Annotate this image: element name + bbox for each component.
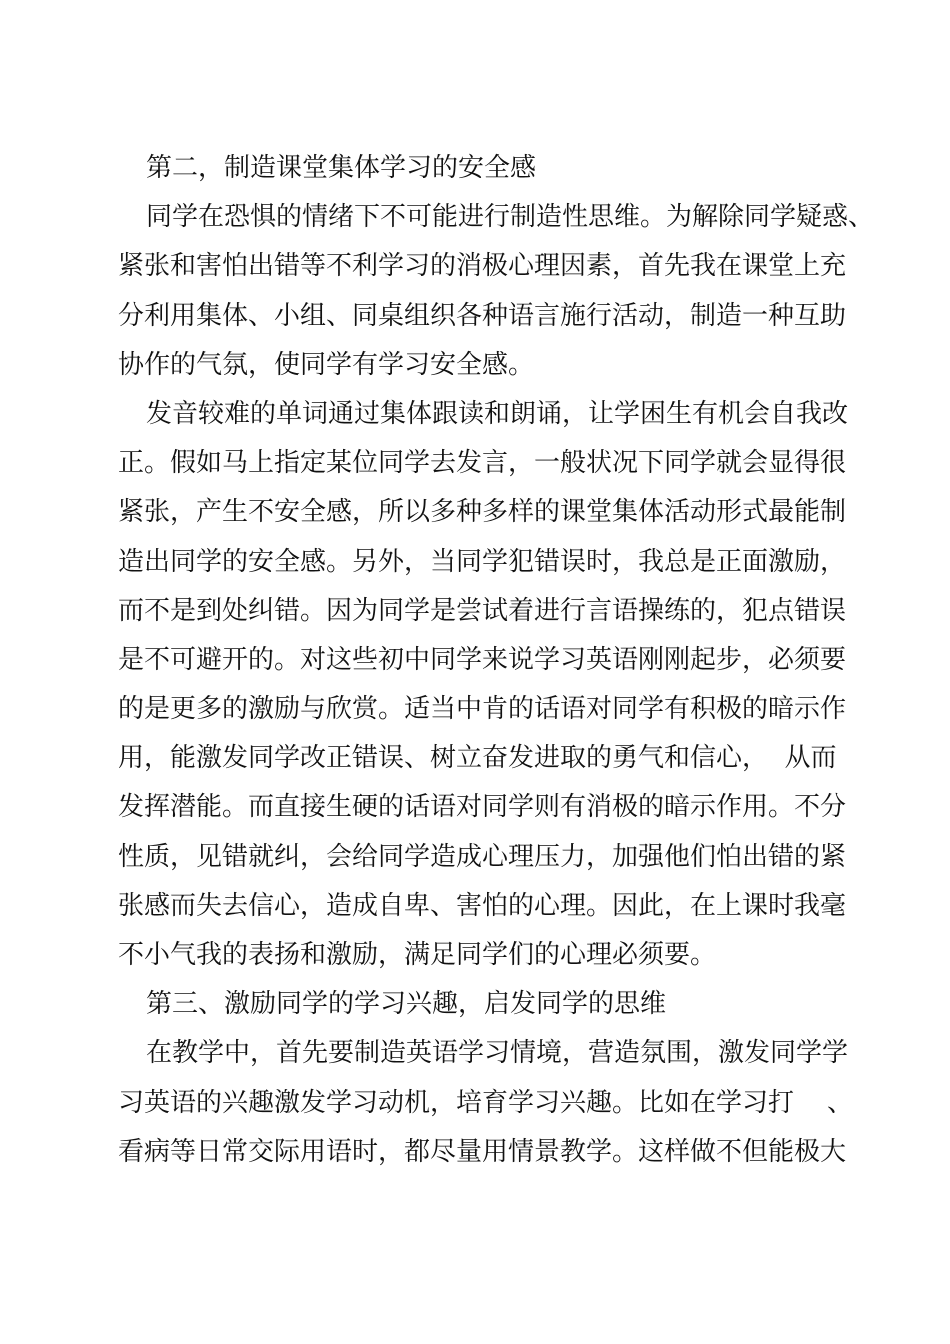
paragraph-line: 看病等日常交际用语时，都尽量用情景教学。这样做不但能极大 [118,1136,847,1167]
paragraph-line: 紧张，产生不安全感，所以多种多样的课堂集体活动形式最能制 [118,497,847,528]
paragraph-line: 张感而失去信心，造成自卑、害怕的心理。因此，在上课时我毫 [118,890,847,921]
paragraph-line: 用，能激发同学改正错误、树立奋发进取的勇气和信心， 从而 [118,743,837,774]
section-heading: 第二，制造课堂集体学习的安全感 [146,153,537,183]
section-heading: 第三、激励同学的学习兴趣，启发同学的思维 [146,989,667,1020]
paragraph-line: 造出同学的安全感。另外，当同学犯错误时，我总是正面激励， [118,546,847,577]
paragraph-line: 发挥潜能。而直接生硬的话语对同学则有消极的暗示作用。不分 [118,792,847,823]
paragraph-line: 而不是到处纠错。因为同学是尝试着进行言语操练的，犯点错误 [118,595,847,626]
paragraph-line: 习英语的兴趣激发学习动机，培育学习兴趣。比如在学习打 、 [118,1087,854,1118]
paragraph-line: 不小气我的表扬和激励，满足同学们的心理必须要。 [118,940,717,970]
paragraph-line: 在教学中，首先要制造英语学习情境，营造氛围，激发同学学 [146,1038,849,1069]
document-body [118,146,875,1179]
paragraph-line: 协作的气氛，使同学有学习安全感。 [118,349,535,380]
paragraph-line: 正。假如马上指定某位同学去发言，一般状况下同学就会显得很 [118,448,847,479]
paragraph-line: 分利用集体、小组、同桌组织各种语言施行活动，制造一种互助 [118,300,847,331]
paragraph-line: 同学在恐惧的情绪下不可能进行制造性思维。为解除同学疑惑、 [146,202,875,233]
paragraph-line: 的是更多的激励与欣赏。适当中肯的话语对同学有积极的暗示作 [118,694,847,725]
paragraph-line: 紧张和害怕出错等不利学习的消极心理因素，首先我在课堂上充 [118,251,847,282]
paragraph-line: 发音较难的单词通过集体跟读和朗诵，让学困生有机会自我改 [146,398,849,429]
paragraph-line: 是不可避开的。对这些初中同学来说学习英语刚刚起步，必须要 [118,644,847,675]
paragraph-line: 性质，见错就纠，会给同学造成心理压力，加强他们怕出错的紧 [118,841,847,872]
